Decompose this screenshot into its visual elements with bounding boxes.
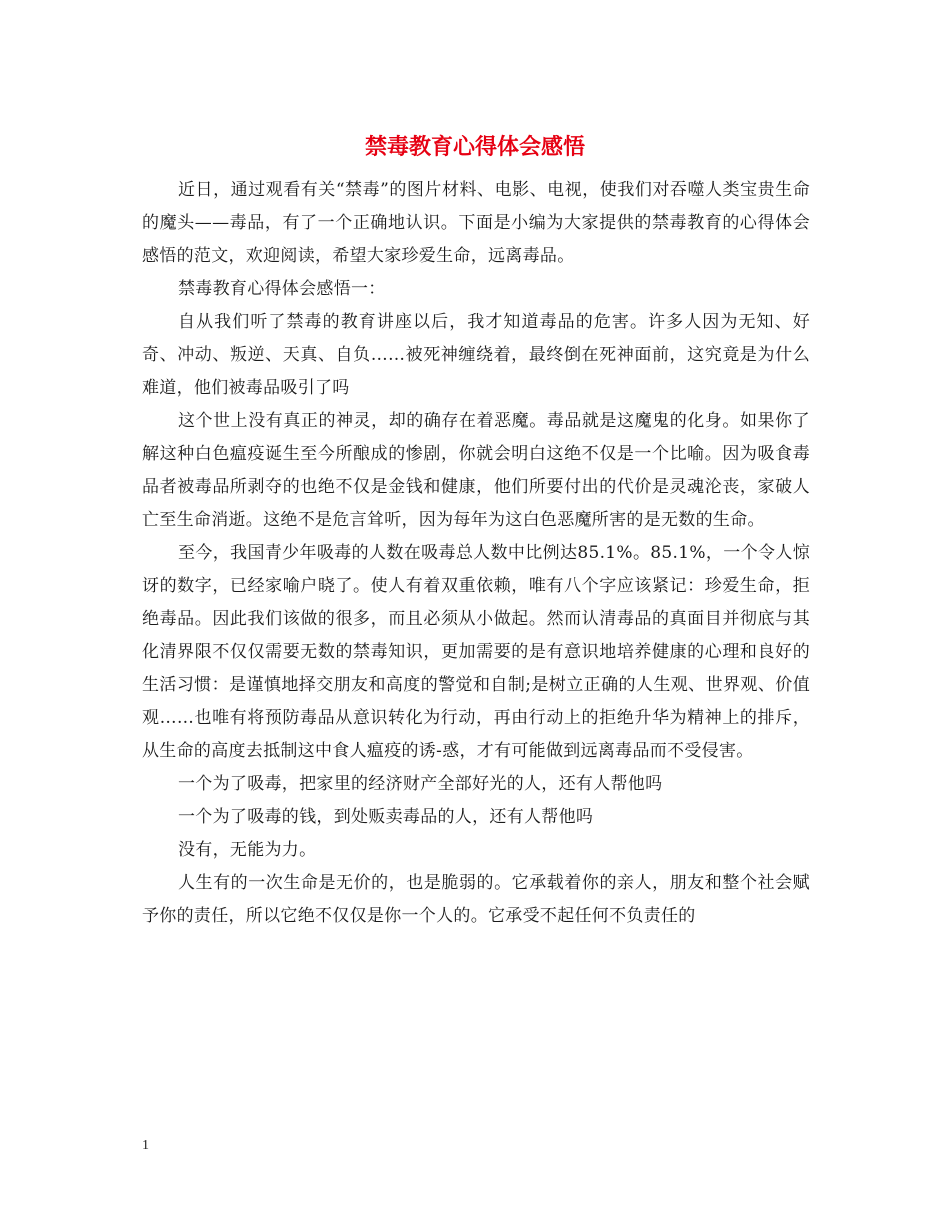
document-body	[142, 174, 810, 933]
paragraph-intro: 近日，通过观看有关“禁毒”的图片材料、电影、电视，使我们对吞噬人类宝贵生命的魔头——毒品，有了一个正确地认识。下面是小编为大家提供的禁毒教育的心得体会感悟的范文，欢迎阅读，希望大家珍爱生命，远离毒品。	[142, 180, 810, 266]
paragraph: 没有，无能为力。	[178, 840, 317, 860]
paragraph: 自从我们听了禁毒的教育讲座以后，我才知道毒品的危害。许多人因为无知、好奇、冲动、叛逆、天真、自负……被死神缠绕着，最终倒在死神面前，这究竟是为什么 难道，他们被毒品吸引了吗	[142, 312, 810, 398]
paragraph: 一个为了吸毒，把家里的经济财产全部好光的人，还有人帮他吗	[178, 774, 663, 794]
paragraph: 人生有的一次生命是无价的，也是脆弱的。它承载着你的亲人，朋友和整个社会赋予你的责任，所以它绝不仅仅是你一个人的。它承受不起任何不负责任的	[142, 873, 810, 926]
paragraph-section-heading: 禁毒教育心得体会感悟一：	[178, 279, 386, 299]
paragraph: 一个为了吸毒的钱，到处贩卖毒品的人，还有人帮他吗	[178, 807, 594, 827]
paragraph: 这个世上没有真正的神灵，却的确存在着恶魔。毒品就是这魔鬼的化身。如果你了解这种白色瘟疫诞生至今所酿成的惨剧，你就会明白这绝不仅是一个比喻。因为吸食毒品者被毒品所剥夺的也绝不仅是金钱和健康，他们所要付出的代价是灵魂沦丧，家破人亡至生命消逝。这绝不是危言耸听，因为每年为这白色恶魔所害的是无数的生命。	[142, 411, 810, 530]
document-title: 禁毒教育心得体会感悟	[364, 135, 585, 160]
page-number: 1	[142, 1138, 149, 1153]
paragraph: 至今，我国青少年吸毒的人数在吸毒总人数中比例达85.1%。85.1%，一个令人惊讶的数字，已经家喻户晓了。使人有着双重依赖，唯有八个字应该紧记：珍爱生命，拒绝毒品。因此我们该做的很多，而且必须从小做起。然而认清毒品的真面目并彻底与其化清界限不仅仅需要无数的禁毒知识，更加需要的是有意识地培养健康的心理和良好的生活习惯：是谨慎地择交朋友和高度的警觉和自制;是树立正确的人生观、世界观、价值观……也唯有将预防毒品从意识转化为行动，再由行动上的拒绝升华为精神上的排斥，从生命的高度去抵制这中食人瘟疫的诱-惑，才有可能做到远离毒品而不受侵害。	[142, 543, 810, 761]
